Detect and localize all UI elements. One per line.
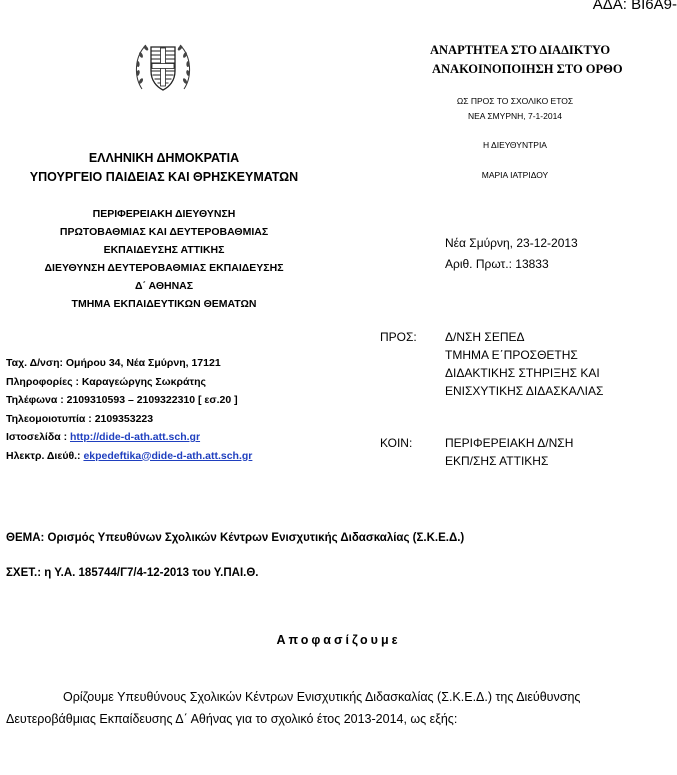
department-line: ΠΡΩΤΟΒΑΘΜΙΑΣ ΚΑΙ ΔΕΥΤΕΡΟΒΑΘΜΙΑΣ (59, 226, 269, 238)
department-block (14, 205, 314, 313)
contact-person: Πληροφορίες : Καραγεώργης Σωκράτης (6, 375, 206, 388)
document-date: Νέα Σμύρνη, 23-12-2013 (445, 236, 578, 250)
correction-scope: ΩΣ ΠΡΟΣ ΤΟ ΣΧΟΛΙΚΟ ΕΤΟΣ (456, 96, 574, 106)
to-recipients (445, 328, 603, 400)
greek-coat-of-arms-emblem (132, 37, 194, 97)
recipient-line: ΕΝΙΣΧΥΤΙΚΗΣ ΔΙΔΑΣΚΑΛΙΑΣ (445, 384, 604, 398)
subject-line: ΘΕΜΑ: Ορισμός Υπευθύνων Σχολικών Κέντρων Ενισχυτικής Διδασκαλίας (Σ.Κ.Ε.Δ.) (6, 532, 465, 544)
to-label: ΠΡΟΣ: (380, 330, 417, 344)
department-line: ΤΜΗΜΑ ΕΚΠΑΙΔΕΥΤΙΚΩΝ ΘΕΜΑΤΩΝ (71, 298, 257, 310)
publish-online-note: ΑΝΑΡΤΗΤΕΑ ΣΤΟ ΔΙΑΔΙΚΤΥΟ (430, 43, 611, 57)
contact-info (6, 354, 252, 465)
reference-line: ΣΧΕΤ.: η Υ.Α. 185744/Γ7/4-12-2013 του Υ.ΠΑΙ.Θ. (6, 567, 259, 579)
email-link[interactable]: ekpedeftika@dide-d-ath.att.sch.gr (83, 449, 253, 462)
cc-label: ΚΟΙΝ: (380, 436, 413, 450)
recipient-line: Δ/ΝΣΗ ΣΕΠΕΔ (445, 330, 525, 344)
ada-number: ΑΔΑ: ΒΙ6Α9- (592, 0, 677, 13)
decision-heading: Αποφασίζουμε (276, 633, 401, 647)
email-row (6, 447, 252, 466)
recipient-line: ΠΕΡΙΦΕΡΕΙΑΚΗ Δ/ΝΣΗ (445, 436, 574, 450)
cc-recipients (445, 434, 573, 470)
department-line: ΠΕΡΙΦΕΡΕΙΑΚΗ ΔΙΕΥΘΥΝΣΗ (92, 208, 236, 220)
recipient-line: ΔΙΔΑΚΤΙΚΗΣ ΣΤΗΡΙΞΗΣ ΚΑΙ (445, 366, 600, 380)
email-label: Ηλεκτρ. Διεύθ.: (6, 449, 84, 462)
ministry-heading: ΥΠΟΥΡΓΕΙΟ ΠΑΙΔΕΙΑΣ ΚΑΙ ΘΡΗΣΚΕΥΜΑΤΩΝ (29, 170, 299, 184)
recipient-line: ΕΚΠ/ΣΗΣ ΑΤΤΙΚΗΣ (445, 454, 549, 468)
fax-number: Τηλεομοιοτυπία : 2109353223 (6, 412, 154, 425)
director-title: Η ΔΙΕΥΘΥΝΤΡΙΑ (483, 140, 547, 150)
correction-note: ΑΝΑΚΟΙΝΟΠΟΙΗΣΗ ΣΤΟ ΟΡΘΟ (432, 62, 623, 76)
correction-date: ΝΕΑ ΣΜΥΡΝΗ, 7-1-2014 (467, 111, 563, 121)
phone-numbers: Τηλέφωνα : 2109310593 – 2109322310 [ εσ.20 ] (6, 394, 238, 406)
website-label: Ιστοσελίδα : (6, 431, 70, 443)
director-name: ΜΑΡΙΑ ΙΑΤΡΙΔΟΥ (481, 170, 549, 180)
website-row (6, 428, 252, 447)
protocol-number: Αριθ. Πρωτ.: 13833 (445, 257, 549, 271)
body-line: Ορίζουμε Υπευθύνους Σχολικών Κέντρων Ενισχυτικής Διδασκαλίας (Σ.Κ.Ε.Δ.) της Διεύθυνσης (63, 690, 581, 704)
website-link[interactable]: http://dide-d-ath.att.sch.gr (69, 431, 201, 443)
republic-heading: ΕΛΛΗΝΙΚΗ ΔΗΜΟΚΡΑΤΙΑ (88, 151, 240, 165)
department-line: ΔΙΕΥΘΥΝΣΗ ΔΕΥΤΕΡΟΒΑΘΜΙΑΣ ΕΚΠΑΙΔΕΥΣΗΣ (44, 262, 284, 274)
address: Ταχ. Δ/νση: Ομήρου 34, Νέα Σμύρνη, 17121 (6, 357, 221, 369)
body-line: Δευτεροβάθμιας Εκπαίδευσης Δ΄ Αθήνας για το σχολικό έτος 2013-2014, ως εξής: (6, 712, 458, 726)
department-line: ΕΚΠΑΙΔΕΥΣΗΣ ΑΤΤΙΚΗΣ (103, 244, 225, 256)
department-line: Δ΄ ΑΘΗΝΑΣ (134, 280, 194, 292)
recipient-line: ΤΜΗΜΑ Ε΄ΠΡΟΣΘΕΤΗΣ (445, 348, 578, 362)
